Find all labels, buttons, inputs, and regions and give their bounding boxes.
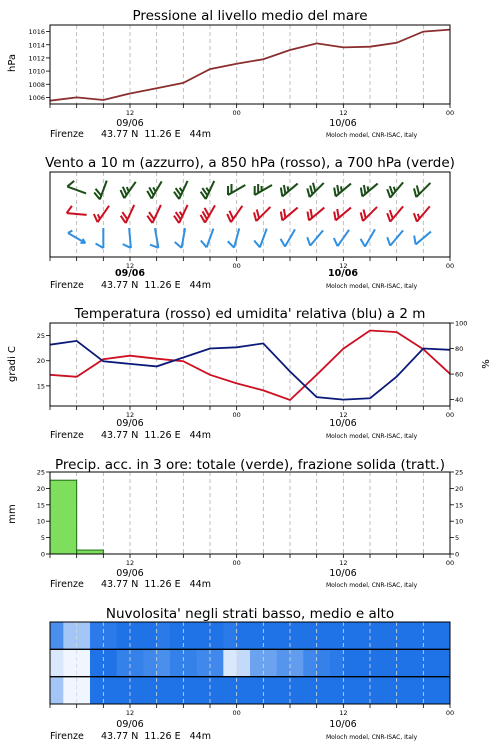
barb-flag: [254, 240, 260, 247]
x-tick-label: 12: [339, 109, 348, 117]
barb-flag: [281, 188, 283, 197]
cloud-cell: [170, 622, 184, 650]
cloud-cell: [317, 649, 331, 677]
barb-half-flag: [341, 186, 342, 191]
wind-panel: [45, 155, 455, 291]
date-label-1: 09/06: [116, 568, 144, 579]
y-tick-label-right: 10: [455, 517, 464, 526]
cloud-cell: [357, 677, 371, 705]
precip-bar: [50, 480, 77, 554]
humidity-y-label: %: [481, 359, 492, 369]
x-tick-label: 00: [445, 262, 455, 270]
cloud-cell: [250, 622, 264, 650]
y-tick-label-right: 5: [455, 534, 460, 543]
x-tick-label: 00: [232, 411, 241, 419]
cloud-cell: [370, 622, 384, 650]
cloud-cell: [183, 622, 197, 650]
cloud-cell: [183, 649, 197, 677]
cloud-cell: [210, 622, 224, 650]
y-tick-label: 1012: [28, 54, 45, 63]
wind-barb: [147, 205, 161, 223]
wind-barb: [361, 207, 377, 221]
cloud-cell: [370, 649, 384, 677]
cloud-cell: [263, 622, 277, 650]
model-credit: Moloch model, CNR-ISAC, Italy: [326, 433, 418, 440]
wind-barb: [228, 228, 240, 247]
wind-barb: [150, 228, 158, 248]
cloud-cell: [50, 649, 64, 677]
barb-flag: [121, 190, 125, 198]
wind-barb: [361, 229, 375, 246]
y-tick-label: 0: [40, 550, 45, 559]
location-coords: 43.77 N 11.26 E 44m: [101, 579, 211, 590]
cloud-cell: [343, 649, 357, 677]
cloud-cell: [397, 677, 411, 705]
cloud-cell: [223, 649, 237, 677]
x-tick-label: 12: [125, 709, 135, 717]
cloud-cell: [50, 622, 64, 650]
wind-barb: [414, 183, 430, 197]
x-tick-label: 00: [232, 109, 241, 117]
cloud-cell: [437, 622, 451, 650]
cloud-cell: [130, 622, 144, 650]
y-tick-label: 1010: [28, 67, 45, 76]
wind-barb: [174, 181, 188, 199]
cloud-cell: [290, 677, 304, 705]
barb-staff: [68, 233, 85, 243]
wind-barb: [281, 208, 298, 221]
wind-barb: [121, 182, 136, 198]
cloud-cell: [437, 649, 451, 677]
barb-flag: [337, 209, 339, 218]
model-credit: Moloch model, CNR-ISAC, Italy: [326, 734, 418, 741]
wind-barb: [334, 184, 351, 197]
y-tick-label-right: 25: [455, 468, 464, 477]
barb-flag: [361, 212, 363, 221]
precip-plot-frame: [50, 472, 450, 554]
cloud-cell: [197, 622, 211, 650]
model-credit: Moloch model, CNR-ISAC, Italy: [326, 582, 418, 589]
wind-barb: [387, 230, 403, 245]
cloud-chart-title: Nuvolosita' negli strati basso, medio e alto: [105, 606, 395, 622]
cloud-cell: [357, 649, 371, 677]
humidity-line: [50, 341, 450, 400]
barb-staff: [129, 228, 131, 248]
cloud-cell: [90, 677, 104, 705]
cloud-cell: [143, 622, 157, 650]
precipitation-panel: [7, 457, 463, 590]
cloud-cell: [277, 677, 291, 705]
wind-barb: [307, 183, 323, 197]
barb-flag: [284, 209, 286, 218]
cloud-cell: [130, 677, 144, 705]
x-tick-label: 12: [339, 709, 348, 717]
y-tick-label: 1006: [28, 93, 45, 102]
pressure-panel: [7, 8, 454, 140]
barb-half-flag: [368, 186, 369, 191]
cloud-cell: [277, 622, 291, 650]
cloud-cell: [330, 649, 344, 677]
wind-barb: [201, 181, 215, 199]
cloud-cell: [63, 622, 77, 650]
cloud-cell: [157, 649, 171, 677]
precip-bar: [77, 550, 104, 554]
cloud-cell: [103, 649, 117, 677]
cloud-cell: [117, 622, 131, 650]
cloud-cell: [210, 677, 224, 705]
wind-barb: [387, 182, 403, 197]
wind-barb: [414, 206, 430, 221]
x-tick-label: 00: [445, 411, 455, 419]
wind-barb: [94, 206, 109, 222]
cloud-cell: [130, 649, 144, 677]
wind-barb: [147, 181, 161, 198]
temp-y-label: gradi C: [7, 346, 18, 382]
barb-flag: [67, 206, 72, 213]
wind-barb: [227, 206, 242, 222]
barb-half-flag: [68, 231, 72, 233]
cloud-cell: [90, 649, 104, 677]
wind-barb: [281, 184, 298, 197]
barb-flag: [281, 212, 283, 221]
barb-half-flag: [98, 214, 100, 219]
cloud-cell: [383, 649, 397, 677]
barb-flag: [417, 186, 419, 195]
temperature-line: [50, 331, 450, 401]
date-label-2: 10/06: [328, 268, 358, 279]
location-coords: 43.77 N 11.26 E 44m: [101, 280, 211, 291]
barb-half-flag: [288, 186, 289, 191]
barb-flag: [364, 185, 366, 194]
wind-barb: [307, 230, 323, 245]
location-city: Firenze: [50, 579, 84, 590]
barb-flag: [228, 241, 234, 247]
y-tick-label: 15: [36, 501, 45, 510]
cloud-cell: [303, 622, 317, 650]
barb-flag: [281, 239, 285, 247]
barb-flag: [334, 188, 336, 197]
temperature-humidity-panel: [7, 306, 492, 441]
cloud-cell: [250, 677, 264, 705]
cloud-cell: [250, 649, 264, 677]
x-tick-label: 12: [339, 559, 348, 567]
location-city: Firenze: [50, 129, 84, 140]
cloud-cell: [343, 677, 357, 705]
model-credit: Moloch model, CNR-ISAC, Italy: [326, 283, 418, 290]
cloud-cell: [77, 677, 91, 705]
barb-flag: [414, 188, 416, 197]
date-label-2: 10/06: [329, 418, 357, 429]
barb-flag: [67, 181, 74, 187]
cloud-cell: [303, 649, 317, 677]
barb-flag: [337, 185, 339, 194]
wind-barb: [201, 205, 215, 222]
y-tick-label-right: 40: [455, 396, 464, 405]
cloud-cell: [303, 677, 317, 705]
cloud-cell: [223, 622, 237, 650]
cloud-cell: [237, 649, 251, 677]
y-tick-label: 1008: [28, 80, 45, 89]
cloud-cell: [290, 649, 304, 677]
y-tick-label-right: 100: [455, 319, 468, 328]
barb-flag: [123, 187, 127, 195]
cloud-cell: [157, 622, 171, 650]
cloud-cell: [330, 622, 344, 650]
barb-half-flag: [127, 187, 129, 192]
barb-half-flag: [206, 188, 209, 192]
date-label-1: 09/06: [115, 268, 145, 279]
cloud-cell: [423, 622, 437, 650]
cloud-cell: [263, 649, 277, 677]
barb-flag: [390, 210, 393, 218]
cloud-cell: [77, 649, 91, 677]
cloud-cell: [237, 622, 251, 650]
barb-flag: [284, 185, 286, 194]
cloud-cell: [383, 622, 397, 650]
cloud-cell: [103, 622, 117, 650]
barb-flag: [96, 243, 104, 248]
barb-flag: [334, 212, 336, 221]
barb-flag: [227, 214, 231, 222]
location-city: Firenze: [50, 430, 84, 441]
cloud-cell: [357, 622, 371, 650]
cloud-cell: [103, 677, 117, 705]
temp-plot-frame: [50, 323, 450, 406]
barb-flag: [307, 212, 309, 221]
barb-staff: [67, 213, 87, 215]
x-tick-label: 12: [339, 411, 348, 419]
cloud-cell: [410, 622, 424, 650]
date-label-2: 10/06: [329, 719, 357, 730]
precip-y-label: mm: [7, 504, 18, 524]
temp-chart-title: Temperatura (rosso) ed umidita' relativa (blu) a 2 m: [74, 306, 426, 322]
barb-flag: [361, 188, 363, 197]
barb-flag: [363, 210, 365, 219]
wind-barb: [174, 205, 188, 223]
y-tick-label: 25: [36, 332, 45, 341]
precip-chart-title: Precip. acc. in 3 ore: totale (verde), frazione solida (tratt.): [55, 457, 445, 473]
date-label-1: 09/06: [116, 418, 144, 429]
barb-flag: [313, 183, 315, 192]
date-label-2: 10/06: [329, 118, 357, 129]
wind-barb: [281, 229, 295, 246]
x-tick-label: 00: [232, 262, 241, 270]
barb-flag: [387, 237, 390, 245]
model-credit: Moloch model, CNR-ISAC, Italy: [326, 132, 418, 139]
wind-barb: [94, 181, 107, 200]
x-tick-label: 00: [232, 709, 241, 717]
date-label-2: 10/06: [329, 568, 357, 579]
barb-flag: [310, 186, 312, 195]
barb-flag: [414, 236, 416, 245]
barb-flag: [387, 213, 390, 221]
date-label-1: 09/06: [116, 719, 144, 730]
barb-half-flag: [418, 214, 420, 219]
barb-flag: [307, 237, 310, 245]
y-tick-label: 5: [40, 534, 45, 543]
location-coords: 43.77 N 11.26 E 44m: [101, 731, 211, 742]
x-tick-label: 12: [125, 559, 135, 567]
wind-barb: [201, 229, 214, 248]
barb-flag: [94, 214, 98, 222]
y-tick-label-right: 60: [455, 370, 464, 379]
y-tick-label-right: 80: [455, 345, 464, 354]
cloud-cell: [77, 622, 91, 650]
barb-flag: [175, 242, 182, 248]
wind-barb: [254, 229, 267, 248]
wind-barb: [121, 205, 135, 223]
barb-flag: [229, 211, 233, 219]
x-tick-label: 00: [445, 559, 455, 567]
cloud-cell: [410, 649, 424, 677]
cloud-cell: [277, 649, 291, 677]
cloud-cell: [143, 677, 157, 705]
barb-flag: [254, 212, 256, 221]
barb-flag: [387, 189, 390, 197]
barb-flag: [257, 210, 259, 219]
cloud-cell: [397, 622, 411, 650]
location-coords: 43.77 N 11.26 E 44m: [101, 129, 211, 140]
y-tick-label: 20: [36, 484, 45, 493]
cloud-cell: [157, 677, 171, 705]
cloud-cell: [423, 677, 437, 705]
cloud-cell: [397, 649, 411, 677]
cloud-cell: [197, 649, 211, 677]
y-tick-label: 20: [36, 357, 45, 366]
barb-flag: [307, 188, 309, 197]
cloud-cell: [90, 622, 104, 650]
cloud-cell: [63, 677, 77, 705]
pressure-y-label: hPa: [7, 53, 18, 73]
wind-barb: [254, 207, 270, 221]
location-coords: 43.77 N 11.26 E 44m: [101, 430, 211, 441]
barb-flag: [201, 240, 207, 247]
cloud-cell: [290, 622, 304, 650]
cloud-cell: [63, 649, 77, 677]
cloud-cell: [317, 677, 331, 705]
wind-barb: [96, 228, 104, 248]
cloud-cell: [117, 649, 131, 677]
cloud-cell: [143, 649, 157, 677]
barb-half-flag: [180, 188, 183, 192]
y-tick-label-right: 15: [455, 501, 464, 510]
cloud-cell: [210, 649, 224, 677]
x-tick-label: 12: [339, 262, 348, 270]
barb-flag: [414, 213, 417, 221]
cloud-cell: [170, 677, 184, 705]
wind-barb: [123, 228, 131, 248]
cloud-cell: [183, 677, 197, 705]
location-city: Firenze: [50, 280, 84, 291]
x-tick-label: 00: [445, 709, 455, 717]
cloud-cell: [410, 677, 424, 705]
date-label-1: 09/06: [116, 118, 144, 129]
cloud-cell: [197, 677, 211, 705]
barb-flag: [311, 209, 313, 218]
pressure-plot-frame: [50, 25, 450, 104]
y-tick-label-right: 0: [455, 550, 460, 559]
y-tick-label: 10: [36, 517, 45, 526]
y-tick-label: 1016: [28, 28, 45, 37]
barb-flag: [334, 238, 338, 246]
wind-barb: [334, 230, 349, 246]
location-city: Firenze: [50, 731, 84, 742]
wind-barb: [414, 232, 431, 245]
wind-barb: [307, 208, 324, 221]
cloud-cell: [237, 677, 251, 705]
cloud-cell: [317, 622, 331, 650]
x-tick-label: 00: [445, 109, 455, 117]
barb-half-flag: [394, 187, 396, 192]
y-tick-label: 25: [36, 468, 45, 477]
cloud-cover-panel: [50, 606, 454, 742]
wind-barb: [334, 208, 351, 221]
cloud-cell: [370, 677, 384, 705]
cloud-cell: [330, 677, 344, 705]
cloud-cell: [117, 677, 131, 705]
cloud-cell: [223, 677, 237, 705]
cloud-cell: [263, 677, 277, 705]
barb-half-flag: [180, 212, 183, 216]
barb-half-flag: [153, 187, 155, 191]
x-tick-label: 00: [232, 559, 241, 567]
x-tick-label: 12: [125, 262, 135, 270]
wind-chart-title: Vento a 10 m (azzurro), a 850 hPa (rosso), a 700 hPa (verde): [45, 155, 455, 171]
y-tick-label: 1014: [28, 41, 45, 50]
cloud-cell: [423, 649, 437, 677]
wind-barb: [387, 206, 403, 221]
barb-flag: [361, 239, 365, 247]
x-tick-label: 12: [125, 411, 135, 419]
barb-flag: [390, 186, 393, 194]
x-tick-label: 12: [125, 109, 135, 117]
pressure-chart-title: Pressione al livello medio del mare: [132, 8, 368, 24]
cloud-cell: [50, 677, 64, 705]
cloud-cell: [383, 677, 397, 705]
cloud-cell: [343, 622, 357, 650]
y-tick-label: 15: [36, 382, 45, 391]
pressure-line: [50, 30, 450, 101]
y-tick-label-right: 20: [455, 484, 464, 493]
cloud-cell: [437, 677, 451, 705]
cloud-cell: [170, 649, 184, 677]
wind-barb: [361, 184, 378, 197]
